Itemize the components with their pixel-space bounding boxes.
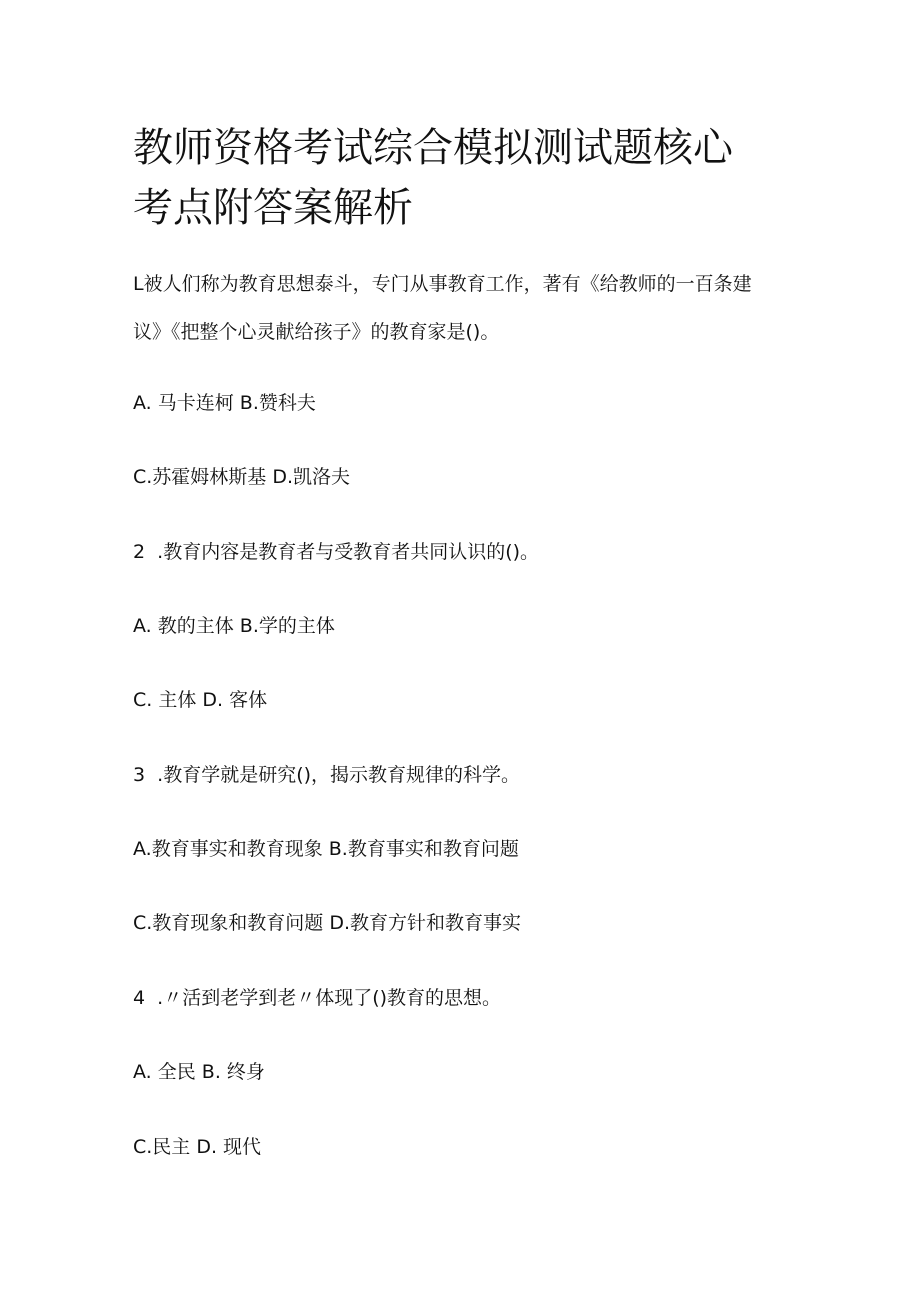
question-2-options-cd: C. 主体 D. 客体 (133, 689, 268, 711)
question-2-options-ab: A. 教的主体 B.学的主体 (133, 615, 335, 637)
question-1-stem-line-2: 议》《把整个心灵献给孩子》的教育家是()。 (133, 321, 500, 343)
question-3-stem: 3 .教育学就是研究()，揭示教育规律的科学。 (133, 764, 521, 786)
title-line-2: 考点附答案解析 (133, 185, 413, 231)
question-4-options-cd: C.民主 D. 现代 (133, 1136, 262, 1158)
title-line-1: 教师资格考试综合模拟测试题核心 (133, 125, 733, 171)
question-1-stem (133, 260, 813, 356)
question-2-stem: 2 .教育内容是教育者与受教育者共同认识的()。 (133, 541, 540, 563)
document-title (133, 118, 793, 238)
question-4-stem: 4 .〃活到老学到老〃体现了()教育的思想。 (133, 987, 502, 1009)
question-1-options-cd: C.苏霍姆林斯基 D.凯洛夫 (133, 466, 351, 488)
question-1-options-ab: A. 马卡连柯 B.赞科夫 (133, 392, 316, 414)
question-3-options-cd: C.教育现象和教育问题 D.教育方针和教育事实 (133, 912, 522, 934)
question-1-stem-line-1: L被人们称为教育思想泰斗，专门从事教育工作，著有《给教师的一百条建 (133, 273, 752, 295)
question-3-options-ab: A.教育事实和教育现象 B.教育事实和教育问题 (133, 838, 519, 860)
question-4-options-ab: A. 全民 B. 终身 (133, 1061, 265, 1083)
